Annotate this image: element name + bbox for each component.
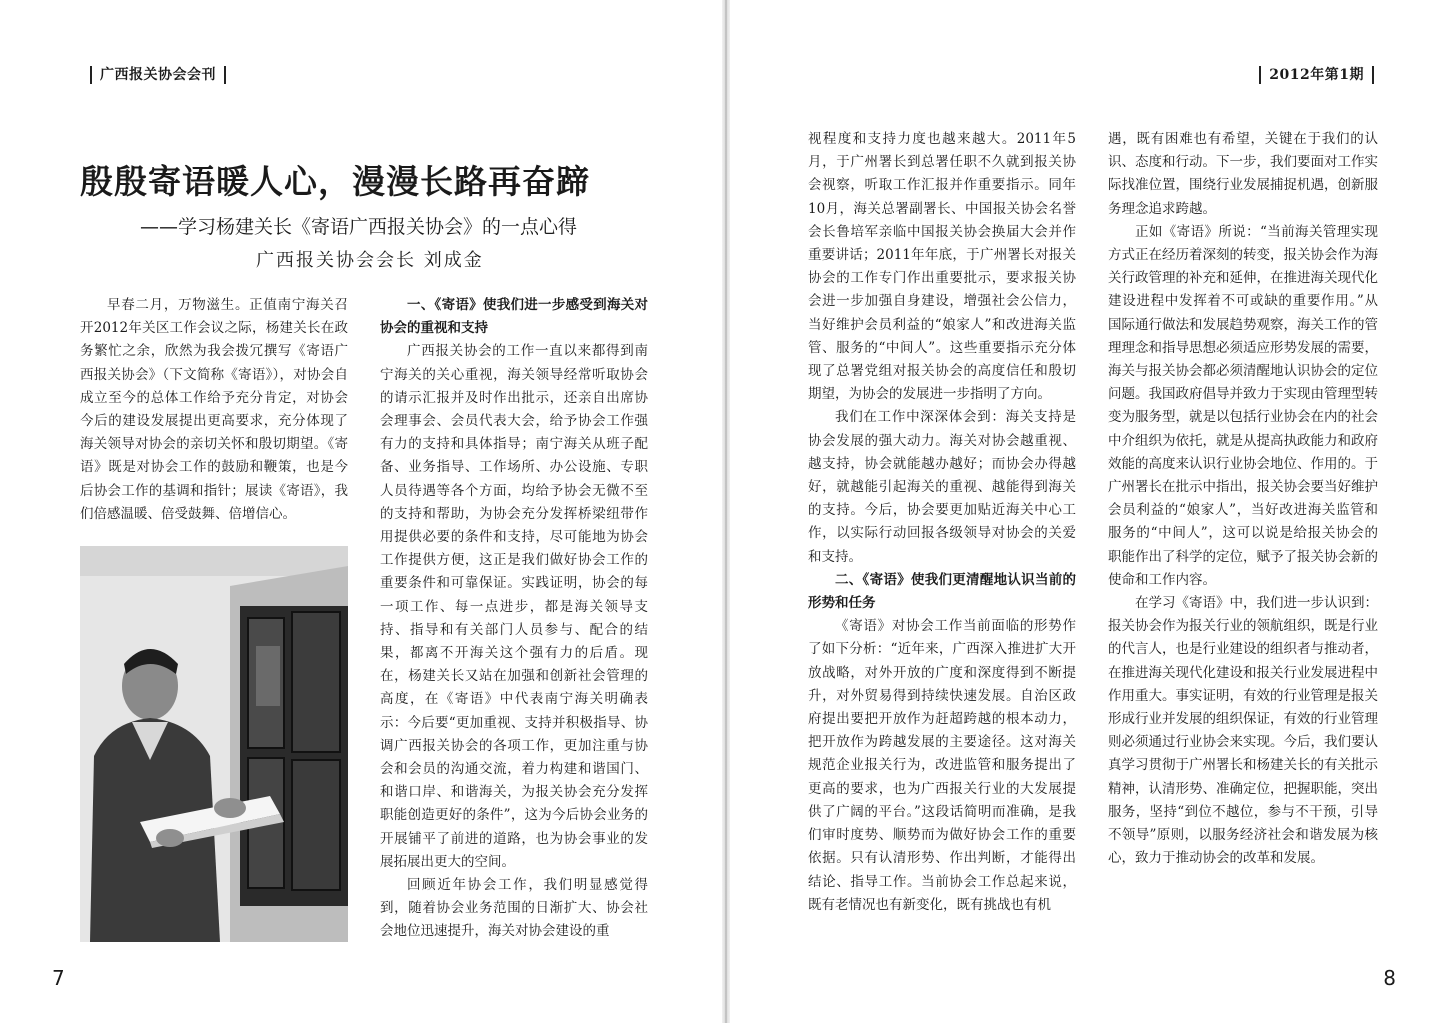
right-page <box>730 0 1456 1023</box>
divider <box>90 66 92 84</box>
paragraph: 视程度和支持力度也越来越大。2011年5月，于广州署长到总署任职不久就到报关协会视察，听取工作汇报并作重要指示。同年10月，海关总署副署长、中国报关协会名誉会长鲁培军亲临中国报关协会换届大会并作重要讲话；2011年年底，于广州署长对报关协会的工作专门作出重要批示，要求报关协会进一步加强自身建设，增强社会公信力，当好维护会员利益的“娘家人”和改进海关监管、服务的“中间人”。这些重要指示充分体现了总署党组对报关协会的高度信任和殷切期望，为协会的发展进一步指明了方向。 <box>808 131 1076 403</box>
section-heading-2: 二、《寄语》使我们更清醒地认识当前的形势和任务 <box>808 571 1076 612</box>
paragraph: 正如《寄语》所说：“当前海关管理实现方式正在经历着深刻的转变，报关协会作为海关行政管理的补充和延伸，在推进海关现代化建设进程中发挥着不可或缺的重要作用。”从国际通行做法和发展趋势观察，海关工作的管理理念和指导思想必须适应形势发展的需要，海关与报关协会都必须清醒地认识协会的定位问题。我国政府倡导并致力于实现由管理型转变为服务型，就是以包括行业协会在内的社会中介组织为依托，就是从提高执政能力和政府效能的高度来认识行业协会地位、作用的。于广州署长在批示中指出，报关协会要当好维护会员利益的“娘家人”，当好改进海关监管和服务的“中间人”，这可以说是给报关协会的职能作出了科学的定位，赋予了报关协会新的使命和工作内容。 <box>1108 223 1378 588</box>
section-heading-1: 一、《寄语》使我们进一步感受到海关对协会的重视和支持 <box>380 297 648 337</box>
divider <box>224 66 226 84</box>
paragraph: 在学习《寄语》中，我们进一步认识到：报关协会作为报关行业的领航组织，既是行业的代言人，也是行业建设的组织者与推动者，在推进海关现代化建设和报关行业发展进程中作用重大。事实证明，有效的行业管理是报关形成行业并发展的组织保证，有效的行业管理则必须通过行业协会来实现。今后，我们要认真学习贯彻于广州署长和杨建关长的有关批示精神，认清形势、准确定位，把握职能，突出服务，坚持“到位不越位，参与不干预，引导不领导”原则，以服务经济社会和谐发展为核心，致力于推动协会的改革和发展。 <box>1108 595 1378 867</box>
page-spine <box>722 0 730 1023</box>
paragraph: 早春二月，万物滋生。正值南宁海关召开2012年关区工作会议之际，杨建关长在政务繁忙之余，欣然为我会拨冗撰写《寄语广西报关协会》（下文简称《寄语》），对协会自成立至今的总体工作给予充分肯定，对协会今后的建设发展提出更高要求，充分体现了海关领导对协会的亲切关怀和殷切期望。《寄语》既是对协会工作的鼓励和鞭策，也是今后协会工作的基调和指针；展读《寄语》，我们倍感温暖、倍受鼓舞、倍增信心。 <box>80 297 348 522</box>
paragraph: 遇，既有困难也有希望，关键在于我们的认识、态度和行动。下一步，我们要面对工作实际找准位置，围绕行业发展捕捉机遇，创新服务理念追求跨越。 <box>1108 131 1378 217</box>
running-head-right <box>1251 64 1382 84</box>
divider <box>1372 66 1374 84</box>
page-number-left: 7 <box>52 966 65 990</box>
paragraph: 回顾近年协会工作，我们明显感觉得到，随着协会业务范围的日渐扩大、协会社会地位迅速提升，海关对协会建设的重 <box>380 877 648 940</box>
author-byline: 广西报关协会会长 刘成金 <box>256 250 484 271</box>
journal-name: 广西报关协会会刊 <box>100 67 216 83</box>
author-photo <box>80 546 348 942</box>
left-column-1 <box>80 294 348 526</box>
right-column-1 <box>808 128 1076 917</box>
divider <box>1259 66 1261 84</box>
running-head-left <box>82 64 234 84</box>
paragraph: 我们在工作中深深体会到：海关支持是协会发展的强大动力。海关对协会越重视、越支持，协会就能越办越好；而协会办得越好，就越能引起海关的重视、越能得到海关的支持。今后，协会要更加贴近海关中心工作，以实际行动回报各级领导对协会的关爱和支持。 <box>808 409 1076 565</box>
left-column-2 <box>380 294 648 944</box>
page-number-right: 8 <box>1383 966 1396 990</box>
paragraph: 《寄语》对协会工作当前面临的形势作了如下分析：“近年来，广西深入推进扩大开放战略，对外开放的广度和深度得到不断提升，对外贸易得到持续快速发展。自治区政府提出要把开放作为赶超跨越的根本动力，把开放作为跨越发展的主要途径。这对海关规范企业报关行为，改进监管和服务提出了更高的要求，也为广西报关行业的大发展提供了广阔的平台。”这段话简明而准确，是我们审时度势、顺势而为做好协会工作的重要依据。只有认清形势、作出判断，才能得出结论、指导工作。当前协会工作总起来说，既有老情况也有新变化，既有挑战也有机 <box>808 618 1076 913</box>
right-column-2 <box>1108 128 1378 871</box>
paragraph: 广西报关协会的工作一直以来都得到南宁海关的关心重视，海关领导经常听取协会的请示汇报并及时作出批示，还亲自出席协会理事会、会员代表大会，给予协会工作强有力的支持和具体指导；南宁海关从班子配备、业务指导、工作场所、办公设施、专职人员待遇等各个方面，均给予协会无微不至的支持和帮助，为协会充分发挥桥梁纽带作用提供必要的条件和支持，尽可能地为协会工作提供方便，这正是我们做好协会工作的重要条件和可靠保证。实践证明，协会的每一项工作、每一点进步，都是海关领导支持、指导和有关部门人员参与、配合的结果，都离不开海关这个强有力的后盾。现在，杨建关长又站在加强和创新社会管理的高度，在《寄语》中代表南宁海关明确表示：今后要“更加重视、支持并积极指导、协调广西报关协会的各项工作，更加注重与协会和会员的沟通交流，着力构建和谐国门、和谐口岸、和谐海关，为报关协会充分发挥职能创造更好的条件”，这为今后协会业务的开展铺平了前进的道路，也为协会事业的发展拓展出更大的空间。 <box>380 343 648 870</box>
left-page <box>0 0 722 1023</box>
issue-label: 2012年第1期 <box>1269 67 1364 83</box>
photo-illustration <box>80 546 348 942</box>
article-title: 殷殷寄语暖人心，漫漫长路再奋蹄 <box>80 162 590 201</box>
article-subtitle: ——学习杨建关长《寄语广西报关协会》的一点心得 <box>140 216 578 238</box>
